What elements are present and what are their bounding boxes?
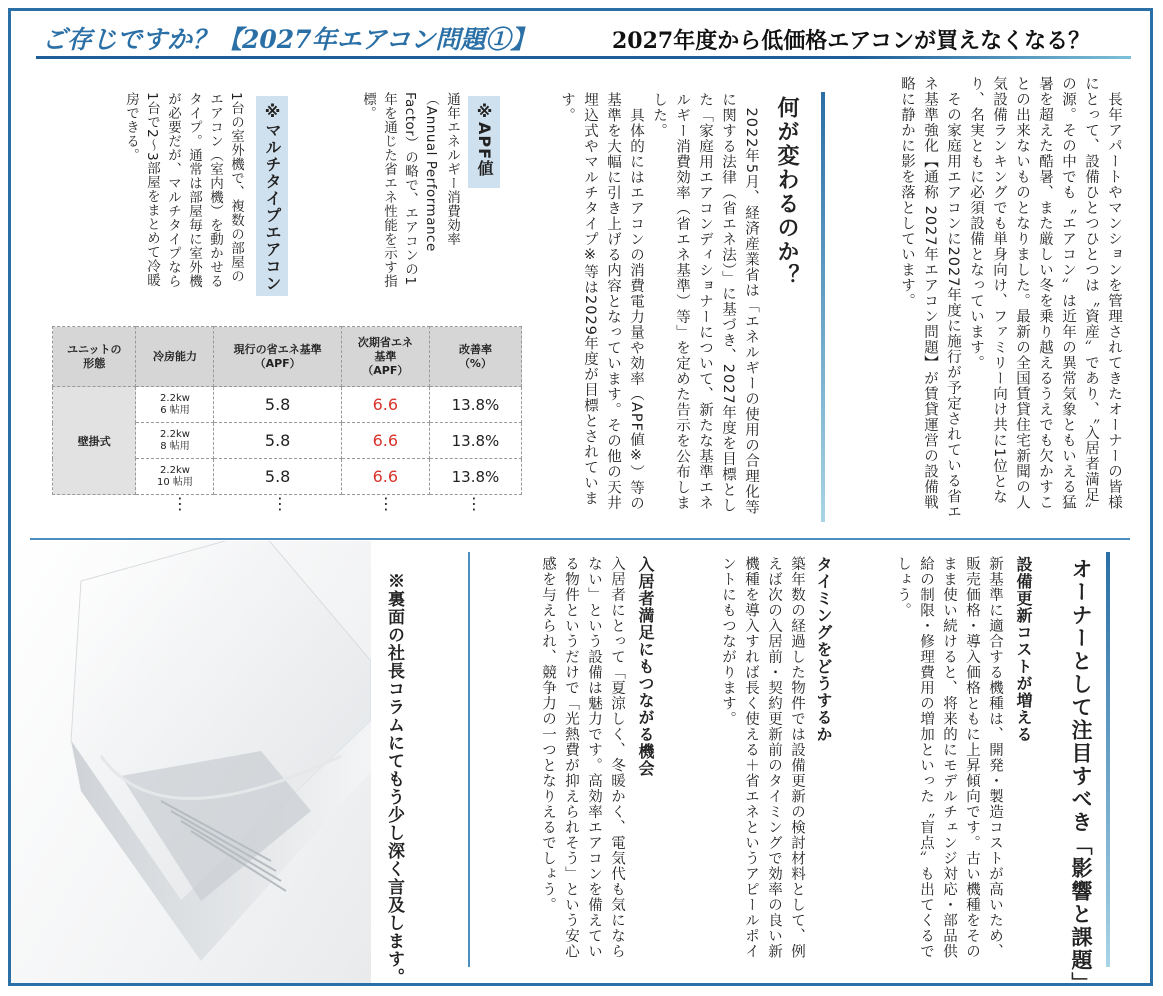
table-cell-next: 6.6 (341, 459, 429, 495)
owner-s2-title: タイミングをどうするか (814, 556, 833, 743)
owner-heading: オーナーとして注目すべき「影響と課題」 (1069, 558, 1094, 995)
table-cell-rate: 13.8% (429, 423, 521, 459)
multi-title: ※マルチタイプエアコン (263, 102, 282, 292)
apf-text: 通年エネルギー消費効率（Annual Performance Factor）の略で、エアコンの1年を通じた省エネ性能を示す指標。 (360, 92, 460, 288)
table-header-unit: ユニットの 形態 (53, 327, 136, 387)
multi-title-box (256, 96, 288, 296)
table-header-capacity: 冷房能力 (136, 327, 214, 387)
page-title: ご存じですか？【2027年エアコン問題①】 (42, 25, 536, 54)
aircon-icon (11, 541, 371, 983)
owner-divider (1106, 552, 1110, 967)
table-cell-next: 6.6 (341, 423, 429, 459)
intro-paragraph-1: 長年アパートやマンションを管理されてきたオーナーの皆様にとって、設備ひとつひとつは〝資産〟であり、〝入居者満足〟の源。その中でも〝エアコン〟は近年の異常気象ともいえる猛暑を超えた酷暑、また厳しい冬を乗り越えるうえでも欠かすことの出来ないものとなりました。最新の全国賃貸住宅新聞の人気設備ランキングでも単身向け、ファミリー向け共に1位となり、名実ともに必須設備となっています。 (968, 76, 1122, 519)
owner-s1-text: 新基準に適合する機種は、開発・製造コストが高いため、販売価格・導入価格ともに上昇傾向です。古い機種をそのまま使い続けると、将来的にモデルチェンジ対応・部品供給の制限・修理費用の増加といった〝盲点〟も出てくるでしょう。 (895, 556, 1003, 959)
intro-text (863, 76, 1125, 521)
change-paragraph-2: 具体的にはエアコンの消費電力量や効率（APF値※）等の基準を大幅に引き上げる内容となっています。その他の天井埋込式やマルチタイプ※等は2029年度が目標とされています。 (559, 92, 644, 512)
footer-note: ※裏面の社長コラムにてもう少し深く言及します。 (384, 572, 404, 986)
section-divider (30, 538, 1130, 540)
multi-text: 1台の室外機で、複数の部屋のエアコン（室内機）を動かせるタイプ。通常は部屋毎に室外機が必要だが、マルチタイプなら1台で2～3部屋をまとめて冷暖房できる。 (123, 92, 244, 288)
table-cell-current: 5.8 (214, 423, 341, 459)
owner-s3-title: 入居者満足にもつながる機会 (636, 556, 655, 777)
table-header-rate: 改善率 （%） (429, 327, 521, 387)
owner-s2-text: 築年数の経過した物件では設備更新の検討材料として、例えば次の入居前・契約更新前のタイミングで効率の良い新機種を導入すれば長く使える＋省エネというアピールポイントにもつながります。 (720, 556, 805, 959)
page-subtitle: 2027年度から低価格エアコンが買えなくなる？ (612, 28, 1091, 54)
ellipsis: ⋮ (272, 494, 288, 513)
change-paragraph-1: 2022年5月、経済産業省は「エネルギーの使用の合理化等に関する法律（省エネ法）」に基づき、2027年度を目標とした「家庭用エアコンディショナーについて、新たな基準エネルギー消費効率（省エネ基準）等」を定めた告示を公布しました。 (651, 92, 759, 516)
ellipsis: ⋮ (378, 494, 394, 513)
intro-paragraph-2: その家庭用エアコンに2027年度に施行が予定されている省エネ基準強化【通称 2027年エアコン問題】が賃貸運営の設備戦略に静かに影を落としています。 (899, 76, 961, 520)
change-text (522, 92, 762, 522)
footer-divider (468, 552, 470, 967)
table-cell-rate: 13.8% (429, 459, 521, 495)
table-cell-next: 6.6 (341, 387, 429, 423)
change-heading: 何が変わるのか？ (774, 96, 800, 288)
table-row (53, 387, 522, 423)
owner-s1-title: 設備更新コストが増える (1014, 556, 1033, 743)
table-cell-current: 5.8 (214, 459, 341, 495)
apf-table (52, 326, 522, 495)
table-cell-capacity: 2.2kw 10 帖用 (136, 459, 214, 495)
owner-s3-text: 入居者にとって「夏涼しく、冬暖かく、電気代も気にならない」という設備は魅力です。高効率エアコンを備えている物件というだけで「光熱費が抑えられそう」という安心感を与えられ、競争力の一つとなりえるでしょう。 (540, 556, 625, 959)
apf-title: ※APF値 (475, 102, 494, 178)
table-cell-unit: 壁掛式 (53, 387, 136, 495)
table-cell-current: 5.8 (214, 387, 341, 423)
intro-divider (821, 92, 825, 522)
title-underline (36, 56, 1131, 59)
apf-title-box (468, 96, 500, 188)
ellipsis: ⋮ (466, 494, 482, 513)
aircon-photo (11, 541, 371, 983)
table-header-next: 次期省エネ 基準 （APF） (341, 327, 429, 387)
ellipsis: ⋮ (172, 494, 188, 513)
table-continuation (52, 496, 522, 530)
table-cell-rate: 13.8% (429, 387, 521, 423)
table-cell-capacity: 2.2kw 6 帖用 (136, 387, 214, 423)
table-cell-capacity: 2.2kw 8 帖用 (136, 423, 214, 459)
table-header-current: 現行の省エネ基準 （APF） (214, 327, 341, 387)
